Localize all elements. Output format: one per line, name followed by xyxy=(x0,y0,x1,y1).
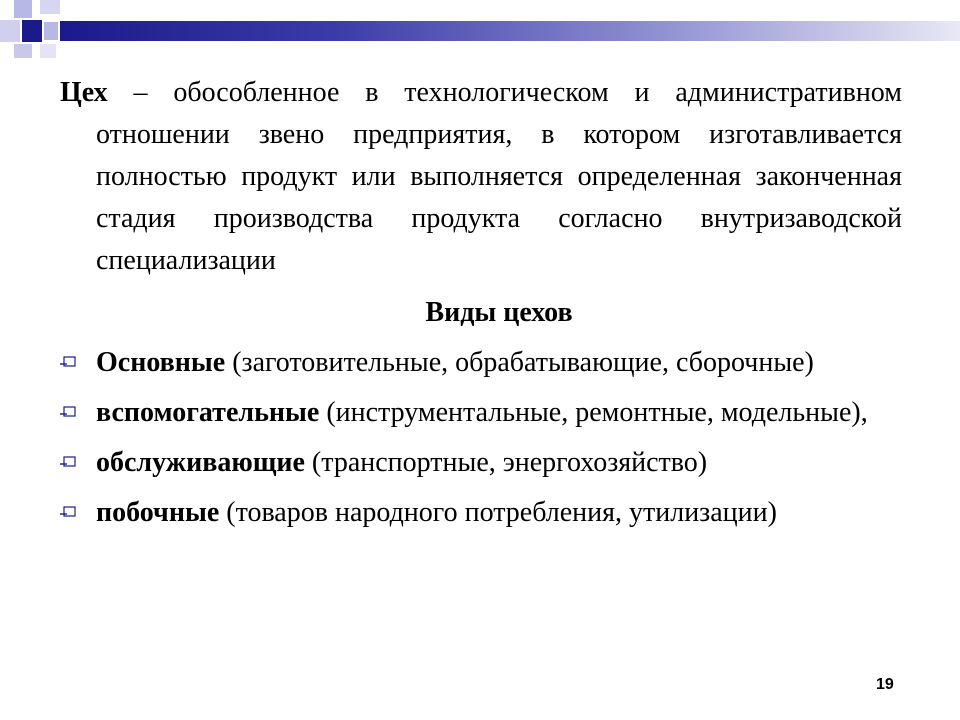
page-number: 19 xyxy=(876,676,894,693)
folder-bullet-icon xyxy=(60,406,76,420)
bullet-text: (инструментальные, ремонтные, модельные), xyxy=(319,397,868,428)
bullet-text: (транспортные, энергохозяйство) xyxy=(304,447,708,478)
bullet-term: побочные xyxy=(96,497,220,528)
folder-bullet-icon xyxy=(60,506,76,520)
title-bar-decoration xyxy=(60,21,960,41)
list-item xyxy=(60,492,902,534)
slide-content xyxy=(60,72,902,534)
bullet-term: Основные xyxy=(96,347,226,378)
definition-term: Цех xyxy=(60,77,108,108)
definition-dash: – xyxy=(107,77,174,108)
bullet-text: (товаров народного потребления, утилизации) xyxy=(219,497,777,528)
bullet-term: обслуживающие xyxy=(96,447,305,478)
definition-text: обособленное в технологическом и административном отношении звено предприятия, в котором изготавливается полностью продукт или выполняется определенная законченная стадия производства продукта согласно внутризаводской специализации xyxy=(96,77,902,276)
section-heading: Виды цехов xyxy=(425,297,573,328)
list-item xyxy=(60,392,902,434)
folder-bullet-icon xyxy=(60,456,76,470)
list-item xyxy=(60,442,902,484)
bullet-term: вспомогательные xyxy=(96,397,320,428)
bullet-text: (заготовительные, обрабатывающие, сборочные) xyxy=(225,347,814,378)
bullet-list xyxy=(60,342,902,534)
list-item xyxy=(60,342,902,384)
definition-paragraph xyxy=(60,72,902,282)
folder-bullet-icon xyxy=(60,356,76,370)
